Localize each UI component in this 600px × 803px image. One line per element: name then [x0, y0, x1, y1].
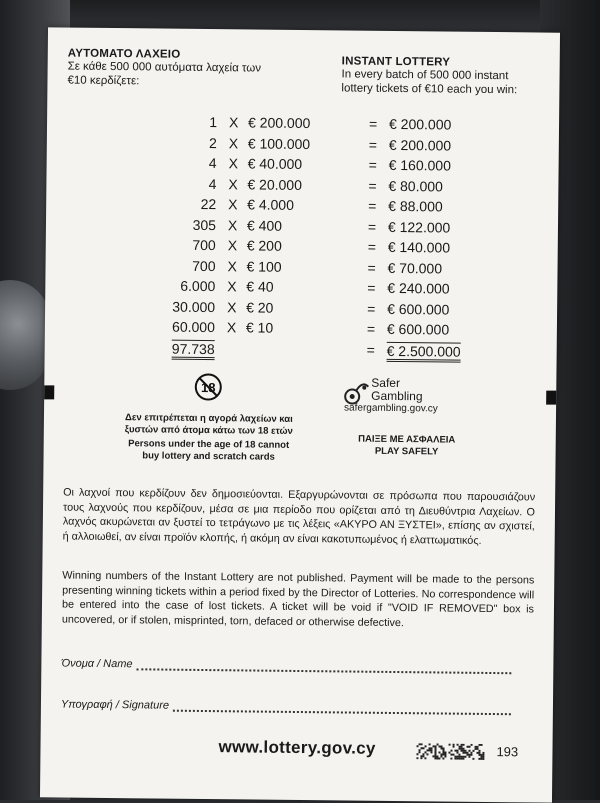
barcode-cell [462, 756, 464, 758]
barcode-cell [442, 750, 444, 752]
barcode-cell [429, 743, 431, 745]
barcode-cell [469, 746, 471, 748]
barcode-cell [462, 750, 464, 752]
prize-amount: € 20.000 [247, 175, 302, 193]
barcode-cell [468, 756, 470, 758]
barcode-cell [462, 758, 464, 760]
prize-multiplier: X [227, 216, 238, 233]
safer-gambling-url: safergambling.gov.cy [344, 402, 438, 415]
barcode-cell [444, 754, 446, 756]
play-safely-english: PLAY SAFELY [374, 445, 439, 458]
barcode-cell [479, 744, 481, 746]
barcode-cell [477, 746, 479, 748]
prize-amount: € 400 [246, 216, 283, 234]
barcode-cell [482, 752, 484, 754]
lottery-ticket-back [40, 27, 560, 802]
prize-amount: € 100.000 [247, 134, 311, 152]
prize-grand-total: € 2.500.000 [387, 341, 461, 362]
barcode-cell [464, 756, 466, 758]
prize-count: 700 [192, 257, 216, 274]
prize-row-total: € 122.000 [387, 218, 451, 236]
prize-amount: € 20 [246, 298, 274, 316]
prize-multiplier: X [228, 196, 238, 213]
header-greek-line1: Σε κάθε 500 000 αυτόματα λαχεία των [67, 60, 262, 75]
prize-row-total: € 160.000 [388, 156, 452, 174]
prize-equals-sign: = [367, 259, 376, 276]
barcode-cell [443, 748, 445, 750]
barcode-cell [418, 751, 420, 753]
header-greek-line2: €10 κερδίζετε: [67, 74, 140, 88]
prize-multiplier: X [227, 257, 237, 274]
barcode-cell [450, 754, 452, 756]
prize-multiplier: X [227, 237, 238, 254]
barcode-cell [442, 752, 444, 754]
barcode-cell [456, 750, 458, 752]
prize-row-total: € 80.000 [388, 177, 443, 194]
barcode-cell [422, 753, 424, 755]
barcode-cell [464, 752, 466, 754]
prize-equals-sign: = [366, 341, 375, 358]
barcode-cell [434, 753, 436, 755]
prize-equals-sign: = [368, 177, 377, 194]
prize-equals-sign: = [367, 279, 376, 296]
prize-equals-sign: = [368, 156, 377, 173]
prize-equals-sign: = [368, 136, 378, 153]
prize-row-total: € 88.000 [388, 197, 443, 215]
barcode-cell [449, 744, 451, 746]
prize-count: 6.000 [180, 277, 216, 295]
barcode-cell [438, 757, 440, 759]
safer-gambling-name-line1: Safer [371, 375, 401, 391]
prize-row-total: € 200.000 [388, 115, 452, 133]
terms-greek: Οι λαχνοί που κερδίζουν δεν δημοσιεύονται. Εξαργυρώνονται σε πρόσωπα που παρουσιάζουν τους λαχνούς που κερδίζουν, μέσα σε μια περίοδο που ορίζεται από τη Διευθύντρια Λαχείων. Ο λαχνός ακυρώνεται αν ξυστεί το τετράγωνο με τις λέξεις «ΑΚΥΡΟ ΑΝ ΞΥΣΤΕΙ», επίσης αν σχιστεί, ή αλλοιωθεί, αν είναι προϊόν κλοπής, ή ακόμη αν είναι κακοτυπωμένος ή ελαττωματικός. [62, 486, 536, 547]
barcode-cell [444, 756, 446, 758]
age-notice-english-line1: Persons under the age of 18 cannot [128, 438, 290, 451]
barcode-cell [432, 755, 434, 757]
safer-gambling-name [371, 377, 451, 404]
prize-multiplier: X [227, 278, 237, 295]
prize-amount: € 40.000 [247, 155, 303, 173]
barcode-cell [482, 754, 484, 756]
prize-amount: € 200 [246, 237, 282, 254]
barcode-cell [424, 751, 426, 753]
barcode-cell [453, 746, 455, 748]
prize-count: 305 [192, 216, 217, 233]
barcode-cell [478, 750, 480, 752]
barcode-cell [481, 744, 483, 746]
header-english-line2: lottery tickets of €10 each you win: [341, 82, 518, 97]
barcode-cell [436, 755, 438, 757]
barcode-cell [472, 750, 474, 752]
header-english [341, 55, 541, 97]
barcode-cell [417, 745, 419, 747]
prize-count: 22 [200, 195, 217, 213]
barcode-cell [454, 758, 456, 760]
prize-amount: € 100 [246, 257, 282, 275]
prize-row-total: € 240.000 [387, 279, 450, 297]
prize-row-total: € 600.000 [386, 320, 450, 338]
prize-count: 60.000 [172, 318, 215, 336]
barcode-cell [448, 752, 450, 754]
barcode-cell [441, 747, 443, 749]
barcode-cell [472, 758, 474, 760]
lottery-website-url: www.lottery.gov.cy [218, 737, 376, 758]
barcode-cell [462, 752, 464, 754]
barcode-cell [463, 744, 465, 746]
prize-equals-sign: = [367, 218, 377, 235]
age-notice-english-line2: buy lottery and scratch cards [142, 449, 275, 463]
barcode-cell [466, 754, 468, 756]
barcode-cell [480, 756, 482, 758]
safer-gambling-name-line2: Gambling [371, 388, 423, 404]
prize-count: 4 [208, 175, 217, 192]
barcode-cell [478, 754, 480, 756]
barcode-cell [419, 743, 421, 745]
barcode-cell [440, 753, 442, 755]
barcode-cell [461, 746, 463, 748]
barcode-cell [470, 754, 472, 756]
barcode-cell [478, 758, 480, 760]
barcode-cell [475, 746, 477, 748]
barcode-cell [426, 753, 428, 755]
security-code-barcode [416, 743, 484, 760]
prize-row-total: € 200.000 [388, 136, 452, 154]
terms-english: Winning numbers of the Instant Lottery are not published. Payment will be made to the persons presenting winning tickets within a period fixed by the Director of Lotteries. No correspondence will be entered into the case of lost tickets. A ticket will be void if "VOID IF REMOVED" box is uncovered, or if stolen, misprinted, torn, defaced or otherwise defective. [61, 569, 535, 629]
prize-count: 2 [208, 134, 217, 151]
prize-equals-sign: = [367, 300, 376, 317]
prize-amount: € 40 [246, 278, 274, 295]
prize-equals-sign: = [367, 238, 377, 255]
barcode-cell [422, 755, 424, 757]
play-safely-greek: ΠΑΙΞΕ ΜΕ ΑΣΦΑΛΕΙΑ [358, 433, 456, 446]
barcode-cell [458, 754, 460, 756]
prize-count: 4 [208, 155, 217, 172]
barcode-cell [434, 757, 436, 759]
name-field[interactable] [61, 658, 511, 675]
barcode-cell [439, 745, 441, 747]
barcode-cell [456, 756, 458, 758]
barcode-cell [468, 754, 470, 756]
barcode-cell [458, 758, 460, 760]
barcode-cell [482, 756, 484, 758]
edge-mark-left [44, 385, 54, 399]
barcode-cell [444, 752, 446, 754]
barcode-cell [430, 749, 432, 751]
barcode-cell [431, 747, 433, 749]
header-greek [67, 48, 287, 90]
barcode-cell [461, 748, 463, 750]
barcode-cell [453, 744, 455, 746]
barcode-cell [442, 754, 444, 756]
barcode-cell [424, 757, 426, 759]
name-label: Όνομα / Name [61, 657, 133, 671]
barcode-cell [466, 752, 468, 754]
barcode-cell [459, 748, 461, 750]
barcode-cell [461, 744, 463, 746]
barcode-cell [434, 755, 436, 757]
barcode-cell [463, 748, 465, 750]
prize-row-total: € 70.000 [387, 259, 443, 276]
age-notice-greek-line1: Δεν επιτρέπεται η αγορά λαχείων και [125, 412, 293, 425]
prize-equals-sign: = [368, 197, 377, 214]
barcode-cell [437, 743, 439, 745]
signature-label: Υπογραφή / Signature [60, 698, 170, 712]
barcode-cell [438, 751, 440, 753]
age-badge-text: 18 [200, 379, 216, 396]
barcode-cell [418, 749, 420, 751]
prize-multiplier: X [228, 175, 238, 192]
barcode-cell [480, 758, 482, 760]
barcode-cell [433, 745, 435, 747]
barcode-cell [420, 757, 422, 759]
name-dotted-line [136, 658, 511, 674]
prize-row-total: € 600.000 [387, 300, 450, 318]
barcode-cell [430, 751, 432, 753]
barcode-cell [429, 747, 431, 749]
barcode-cell [421, 747, 423, 749]
barcode-cell [442, 758, 444, 760]
barcode-cell [416, 753, 418, 755]
signature-dotted-line [173, 700, 511, 716]
barcode-cell [434, 751, 436, 753]
barcode-cell [440, 755, 442, 757]
barcode-cell [423, 747, 425, 749]
header-english-title: INSTANT LOTTERY [341, 55, 451, 69]
prize-count: 700 [192, 236, 216, 254]
prize-row-total: € 140.000 [387, 238, 451, 256]
barcode-cell [452, 754, 454, 756]
barcode-cell [441, 745, 443, 747]
barcode-cell [471, 744, 473, 746]
barcode-cell [480, 754, 482, 756]
prize-multiplier: X [227, 298, 237, 315]
barcode-cell [464, 750, 466, 752]
barcode-cell [456, 752, 458, 754]
prize-equals-sign: = [366, 320, 376, 337]
age-notice-greek [114, 412, 304, 437]
barcode-cell [426, 749, 428, 751]
barcode-cell [459, 746, 461, 748]
prize-count: 30.000 [172, 298, 216, 315]
prize-equals-sign: = [368, 115, 378, 132]
barcode-cell [467, 746, 469, 748]
barcode-cell [456, 758, 458, 760]
prize-count: 1 [209, 114, 218, 131]
header-english-line1: In every batch of 500 000 instant [341, 68, 509, 83]
barcode-cell [454, 756, 456, 758]
prize-amount: € 4.000 [247, 196, 295, 213]
barcode-cell [454, 750, 456, 752]
barcode-cell [478, 752, 480, 754]
barcode-cell [482, 758, 484, 760]
barcode-cell [436, 757, 438, 759]
barcode-cell [450, 758, 452, 760]
barcode-cell [420, 755, 422, 757]
prize-multiplier: X [228, 155, 239, 172]
barcode-cell [460, 750, 462, 752]
barcode-cell [468, 750, 470, 752]
prize-multiplier: X [228, 134, 239, 151]
barcode-cell [457, 744, 459, 746]
barcode-cell [421, 743, 423, 745]
header-greek-title: ΑΥΤΟΜΑΤΟ ΛΑΧΕΙΟ [67, 47, 181, 61]
barcode-cell [470, 752, 472, 754]
prize-multiplier: X [228, 114, 239, 131]
barcode-cell [428, 749, 430, 751]
barcode-cell [416, 757, 418, 759]
barcode-cell [460, 758, 462, 760]
prize-multiplier: X [226, 319, 237, 336]
age-notice-greek-line2: ξυστών από άτομα κάτω των 18 ετών [124, 423, 293, 437]
barcode-cell [476, 752, 478, 754]
signature-field[interactable] [61, 699, 511, 716]
barcode-cell [475, 748, 477, 750]
prize-total-count: 97.738 [172, 339, 215, 359]
barcode-cell [425, 745, 427, 747]
prize-amount: € 200.000 [247, 114, 311, 132]
edge-mark-right [546, 391, 556, 405]
age-18-icon [194, 373, 222, 401]
barcode-cell [435, 747, 437, 749]
barcode-cell [450, 750, 452, 752]
barcode-cell [458, 756, 460, 758]
barcode-cell [435, 745, 437, 747]
barcode-cell [477, 748, 479, 750]
age-notice-english [114, 438, 304, 463]
prize-amount: € 10 [245, 319, 274, 336]
prize-total-row [145, 339, 505, 363]
ticket-serial-number: 193 [496, 744, 519, 760]
barcode-cell [434, 749, 436, 751]
barcode-cell [460, 756, 462, 758]
